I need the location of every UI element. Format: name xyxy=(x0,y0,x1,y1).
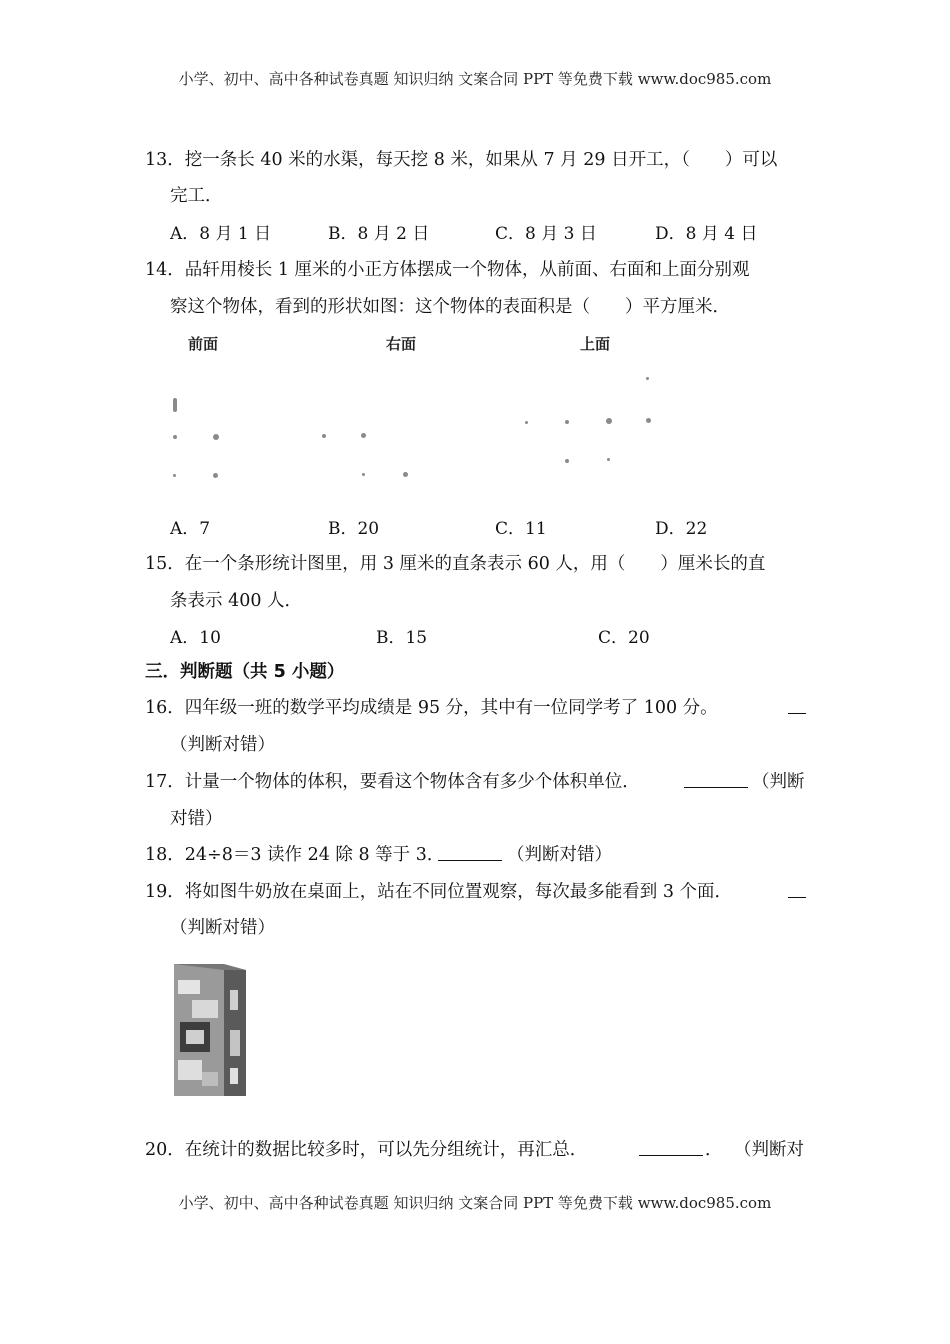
q14-option-a: A．7 xyxy=(170,519,211,539)
q14-option-b: B．20 xyxy=(328,519,380,539)
q20-line1: 20．在统计的数据比较多时，可以先分组统计，再汇总． xyxy=(145,1140,588,1160)
q13-option-a: A．8 月 1 日 xyxy=(170,224,272,244)
figure-dot xyxy=(565,459,569,463)
figure-dot xyxy=(525,421,528,424)
q15-option-a: A．10 xyxy=(170,628,221,648)
figure-dot xyxy=(173,398,177,412)
q17-line1: 17．计量一个物体的体积，要看这个物体含有多少个体积单位． xyxy=(145,772,640,792)
page-header: 小学、初中、高中各种试卷真题 知识归纳 文案合同 PPT 等免费下载 www.doc985.com xyxy=(178,70,772,88)
q16-answer-blank[interactable] xyxy=(788,697,806,718)
q19-line1: 19．将如图牛奶放在桌面上，站在不同位置观察，每次最多能看到 3 个面． xyxy=(145,882,733,902)
figure-dot xyxy=(361,433,366,438)
figure-dot xyxy=(173,435,177,439)
page-footer: 小学、初中、高中各种试卷真题 知识归纳 文案合同 PPT 等免费下载 www.doc985.com xyxy=(178,1194,772,1212)
figure-dot xyxy=(322,434,326,438)
figure-dot xyxy=(173,474,176,477)
q19-answer-blank[interactable] xyxy=(788,881,806,902)
view-label-top: 上面 xyxy=(580,335,611,353)
q14-option-c: C．11 xyxy=(495,519,547,539)
figure-dot xyxy=(213,473,218,478)
q14-option-d: D．22 xyxy=(655,519,708,539)
q14-line2: 察这个物体，看到的形状如图：这个物体的表面积是（ ）平方厘米． xyxy=(170,297,730,317)
q13-option-d: D．8 月 4 日 xyxy=(655,224,758,244)
figure-dot xyxy=(606,418,612,424)
q16-line1: 16．四年级一班的数学平均成绩是 95 分，其中有一位同学考了 100 分。 xyxy=(145,698,718,718)
q20-line1-mid: ． xyxy=(705,1140,723,1160)
q19-line2: （判断对错） xyxy=(170,918,275,938)
figure-dot xyxy=(646,418,651,423)
q15-line2: 条表示 400 人． xyxy=(170,591,303,611)
figure-dot xyxy=(362,473,365,476)
figure-dot xyxy=(646,377,649,380)
section-title: 三．判断题（共 5 小题） xyxy=(145,662,345,682)
q20-line1-end: （判断对 xyxy=(734,1140,804,1160)
q17-answer-blank[interactable] xyxy=(684,771,748,792)
figure-dot xyxy=(607,458,610,461)
q13-option-c: C．8 月 3 日 xyxy=(495,224,597,244)
view-label-front: 前面 xyxy=(188,335,219,353)
q18-answer-blank[interactable] xyxy=(438,844,502,865)
milk-carton-image xyxy=(172,960,248,1100)
q14-line1: 14．品轩用棱长 1 厘米的小正方体摆成一个物体，从前面、右面和上面分别观 xyxy=(145,260,750,280)
q15-option-b: B．15 xyxy=(376,628,428,648)
q13-line1: 13．挖一条长 40 米的水渠，每天挖 8 米，如果从 7 月 29 日开工，（ ）可以 xyxy=(145,150,778,170)
q15-option-c: C．20 xyxy=(598,628,650,648)
q20-answer-blank[interactable] xyxy=(639,1139,703,1160)
q17-line2: 对错） xyxy=(170,809,223,829)
q18-line1-end: （判断对错） xyxy=(507,845,612,865)
figure-dot xyxy=(565,420,569,424)
figure-dot xyxy=(403,472,408,477)
q16-line2: （判断对错） xyxy=(170,735,275,755)
q15-line1: 15．在一个条形统计图里，用 3 厘米的直条表示 60 人，用（ ）厘米长的直 xyxy=(145,554,766,574)
q13-line2: 完工． xyxy=(170,186,223,206)
q17-line1-end: （判断 xyxy=(752,772,805,792)
q13-option-b: B．8 月 2 日 xyxy=(328,224,430,244)
view-label-right: 右面 xyxy=(386,335,417,353)
q18-line1: 18．24÷8＝3 读作 24 除 8 等于 3． xyxy=(145,845,445,865)
figure-dot xyxy=(213,434,219,440)
